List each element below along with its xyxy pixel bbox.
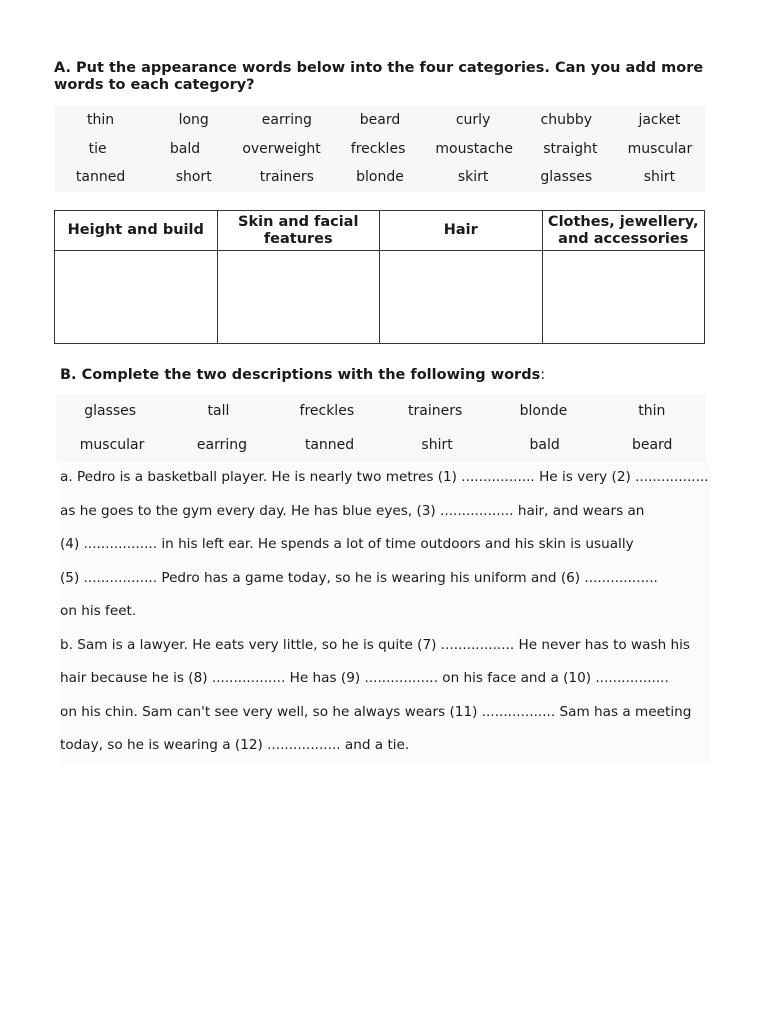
word: moustache: [435, 140, 514, 157]
word: shirt: [643, 169, 676, 186]
description-line: (4) ................. in his left ear. He spends a lot of time outdoors and his skin is usually: [60, 536, 634, 552]
section-a-word-grid: [54, 106, 706, 192]
word-row: [54, 163, 706, 192]
word: tanned: [304, 437, 355, 453]
description-line: (5) ................. Pedro has a game today, so he is wearing his uniform and (6) .................: [60, 569, 658, 586]
word: trainers: [259, 169, 314, 186]
word: earring: [261, 112, 312, 129]
answer-cell-clothes[interactable]: [542, 251, 705, 344]
word: tall: [207, 403, 230, 419]
description-line: hair because he is (8) ................. He has (9) ................. on his face and a (10) .................: [60, 670, 669, 686]
word: tanned: [75, 169, 126, 186]
answer-cell-height-build[interactable]: [55, 251, 218, 344]
word-row: [56, 428, 706, 462]
word: shirt: [421, 437, 453, 453]
word-row: [56, 394, 706, 428]
word: short: [175, 169, 212, 186]
word: straight: [543, 140, 598, 157]
word: chubby: [540, 112, 593, 129]
word: muscular: [79, 437, 145, 453]
section-b-word-bank: [56, 394, 706, 462]
word: blonde: [356, 169, 404, 186]
answer-cell-hair[interactable]: [380, 251, 543, 344]
word: overweight: [242, 140, 321, 157]
word: glasses: [84, 403, 137, 419]
answer-cell-skin-facial[interactable]: [217, 251, 380, 344]
word: thin: [638, 403, 666, 419]
header-height-build: Height and build: [55, 211, 218, 251]
section-a-heading: A. Put the appearance words below into the four categories. Can you add more words to each category?: [54, 60, 704, 93]
word: glasses: [540, 169, 593, 186]
description-paragraphs: [60, 461, 710, 763]
section-b-heading: [60, 367, 545, 383]
word: earring: [196, 437, 247, 453]
word-row: [54, 135, 706, 164]
header-hair: Hair: [380, 211, 543, 251]
section-b-heading-colon: :: [540, 367, 546, 383]
word: beard: [359, 112, 401, 129]
description-line: on his feet.: [60, 603, 137, 619]
word: bald: [529, 437, 560, 453]
word: curly: [455, 112, 491, 129]
word-row: [54, 106, 706, 135]
word: beard: [631, 437, 673, 453]
word: blonde: [519, 403, 568, 419]
header-skin-facial: Skin and facial features: [217, 211, 380, 251]
table-header-row: [55, 211, 705, 251]
word: bald: [169, 140, 201, 157]
category-table: [54, 210, 705, 344]
header-clothes: Clothes, jewellery, and accessories: [542, 211, 705, 251]
section-b-heading-text: B. Complete the two descriptions with the following words: [60, 367, 541, 383]
table-answer-row: [55, 251, 705, 344]
description-line: today, so he is wearing a (12) ................. and a tie.: [60, 737, 410, 753]
word: freckles: [299, 403, 355, 419]
word: trainers: [408, 403, 463, 419]
description-line: as he goes to the gym every day. He has blue eyes, (3) ................. hair, and wears an: [60, 502, 645, 519]
description-line: a. Pedro is a basketball player. He is nearly two metres (1) ................. He is very (2) .................: [60, 469, 709, 485]
word: thin: [87, 112, 115, 129]
word: jacket: [638, 112, 681, 129]
description-line: b. Sam is a lawyer. He eats very little, so he is quite (7) ................. He never has to wash his: [60, 636, 690, 653]
word: tie: [88, 140, 107, 157]
word: long: [178, 112, 209, 129]
word: muscular: [627, 140, 693, 157]
word: freckles: [350, 140, 406, 157]
description-line: on his chin. Sam can't see very well, so he always wears (11) ................. Sam has a meeting: [60, 703, 692, 720]
word: skirt: [457, 169, 489, 186]
